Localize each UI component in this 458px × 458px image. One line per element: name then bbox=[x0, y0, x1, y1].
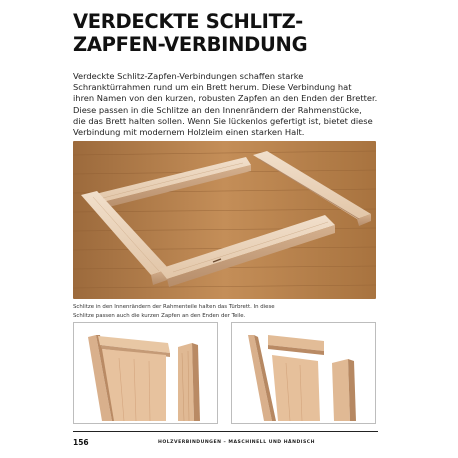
footer-rule bbox=[73, 431, 378, 432]
intro-line: Verbindung mit modernem Holzleim einen starken Halt. bbox=[73, 127, 305, 138]
running-head: HOLZVERBINDUNGEN – MASCHINELL UND HÄNDISCH bbox=[158, 440, 316, 445]
diagram-assembled-frame bbox=[73, 322, 218, 424]
page-title bbox=[73, 10, 393, 56]
caption-line-1: Schlitze in den Innenrändern der Rahmenteile halten das Türbrett. In diese bbox=[73, 304, 275, 310]
title-line-2: ZAPFEN-VERBINDUNG bbox=[73, 33, 308, 56]
frame-photo-illustration bbox=[73, 141, 376, 299]
diagram-exploded-frame bbox=[231, 322, 376, 424]
intro-paragraph bbox=[73, 71, 383, 138]
caption-line-2: Schlitze passen auch die kurzen Zapfen an den Enden der Teile. bbox=[73, 313, 246, 319]
photo-caption bbox=[73, 303, 378, 321]
intro-line: Schranktürrahmen rund um ein Brett herum. Diese Verbindung hat bbox=[73, 82, 352, 93]
intro-line: die das Brett halten sollen. Wenn Sie lückenlos gefertigt ist, bietet diese bbox=[73, 115, 373, 126]
intro-line: Diese passen in die Schlitze an den Innenrändern der Rahmenstücke, bbox=[73, 104, 362, 115]
frame-photo bbox=[73, 141, 376, 299]
page-number: 156 bbox=[73, 438, 89, 447]
intro-line: ihren Namen von den kurzen, robusten Zapfen an den Enden der Bretter. bbox=[73, 93, 378, 104]
assembled-frame-illustration bbox=[74, 323, 217, 423]
title-line-1: VERDECKTE SCHLITZ- bbox=[73, 10, 303, 33]
exploded-frame-illustration bbox=[232, 323, 375, 423]
intro-line: Verdeckte Schlitz-Zapfen-Verbindungen schaffen starke bbox=[73, 71, 304, 81]
